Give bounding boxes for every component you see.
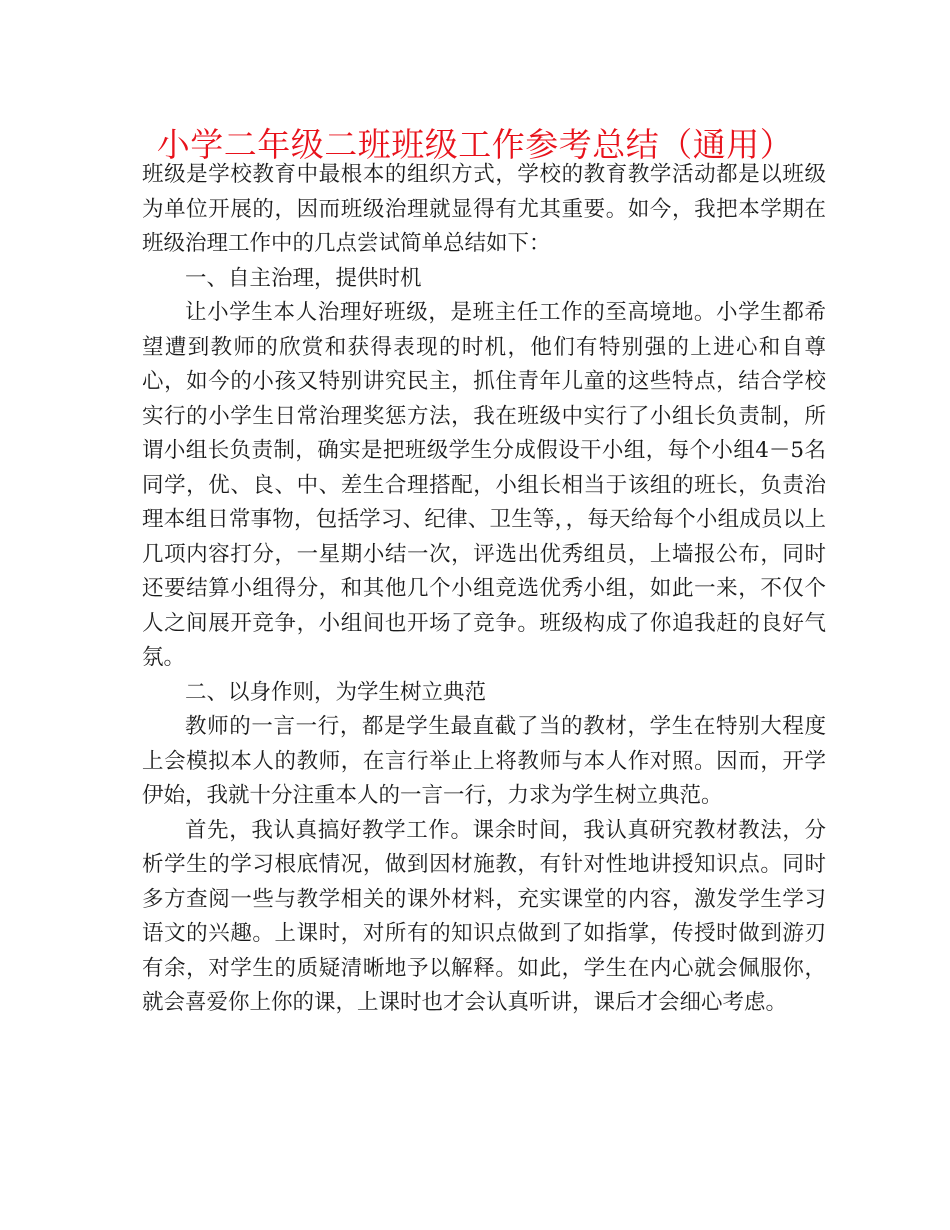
section-heading-1: 一、自主治理，提供时机 xyxy=(185,265,422,291)
document-body xyxy=(142,158,826,1021)
paragraph-section-2: 教师的一言一行，都是学生最直截了当的教材，学生在特别大程度上会模拟本人的教师，在言行举止上将教师与本人作对照。因而，开学伊始，我就十分注重本人的一言一行，力求为学生树立典范。 xyxy=(142,714,826,808)
paragraph-teaching: 首先，我认真搞好教学工作。课余时间，我认真研究教材教法，分析学生的学习根底情况，做到因材施教，有针对性地讲授知识点。同时多方查阅一些与教学相关的课外材料，充实课堂的内容，激发学生学习语文的兴趣。上课时，对所有的知识点做到了如指掌，传授时做到游刃有余，对学生的质疑清晰地予以解释。如此，学生在内心就会佩服你，就会喜爱你上你的课，上课时也才会认真听讲，课后才会细心考虑。 xyxy=(142,817,826,1015)
document-title: 小学二年级二班班级工作参考总结（通用） xyxy=(156,125,794,164)
paragraph-intro: 班级是学校教育中最根本的组织方式，学校的教育教学活动都是以班级为单位开展的，因而班级治理就显得有尤其重要。如今，我把本学期在班级治理工作中的几点尝试简单总结如下： xyxy=(142,162,826,256)
paragraph-section-1: 让小学生本人治理好班级，是班主任工作的至高境地。小学生都希望遭到教师的欣赏和获得表现的时机，他们有特别强的上进心和自尊心，如今的小孩又特别讲究民主，抓住青年儿童的这些特点，结合学校实行的小学生日常治理奖惩方法，我在班级中实行了小组长负责制，所谓小组长负责制，确实是把班级学生分成假设干小组，每个小组4－5名同学，优、良、中、差生合理搭配，小组长相当于该组的班长，负责治理本组日常事物，包括学习、纪律、卫生等，，每天给每个小组成员以上几项内容打分，一星期小结一次，评选出优秀组员，上墙报公布，同时还要结算小组得分，和其他几个小组竞选优秀小组，如此一来，不仅个人之间展开竞争，小组间也开场了竞争。班级构成了你追我赶的良好气氛。 xyxy=(142,300,826,670)
section-heading-2: 二、以身作则，为学生树立典范 xyxy=(185,679,487,705)
